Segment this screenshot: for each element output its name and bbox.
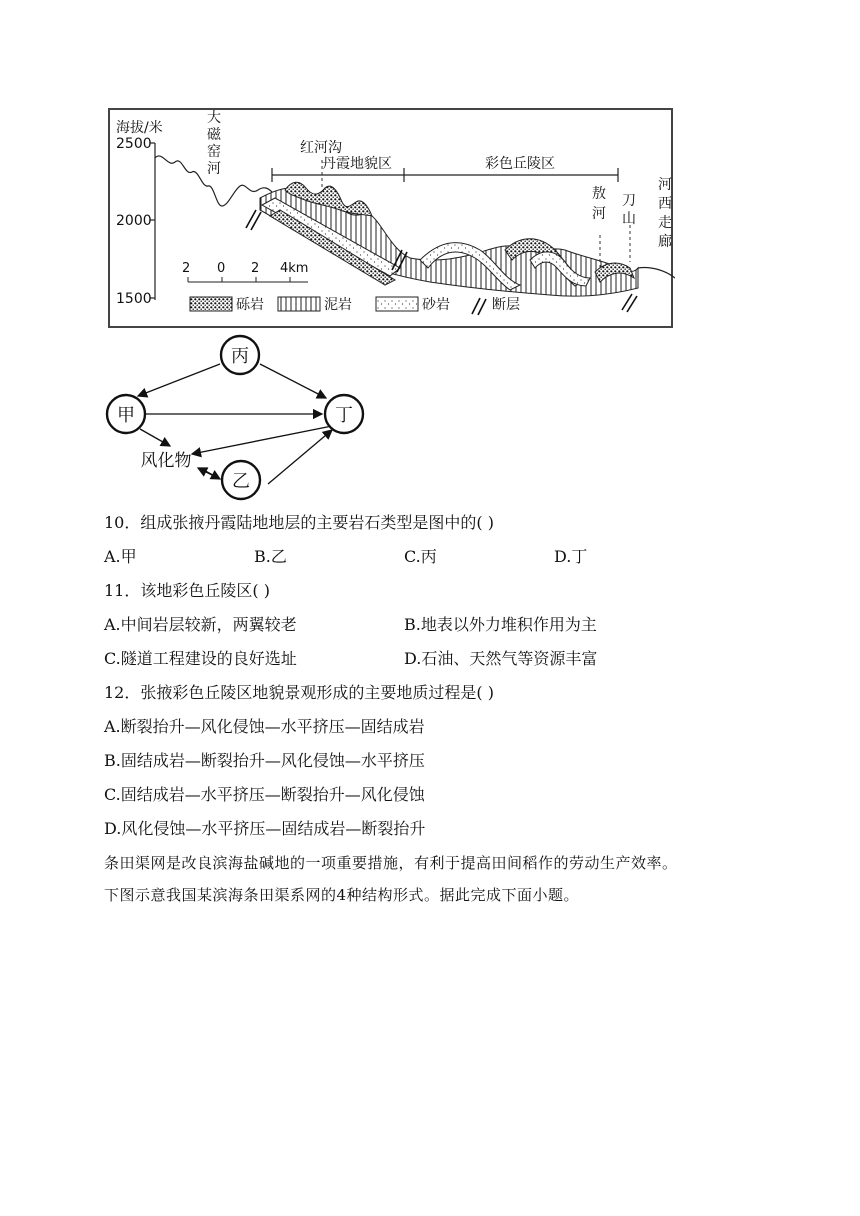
legend-sandstone-label: 砂岩 [422, 297, 450, 313]
question-11-option-a: A.中间岩层较新，两翼较老 [104, 615, 297, 634]
passage-line-1: 条田渠网是改良滨海盐碱地的一项重要措施，有利于提高田间稻作的劳动生产效率。 [104, 854, 678, 872]
legend-sandstone-swatch [376, 297, 418, 311]
node-bing: 丙 [231, 346, 249, 367]
legend-conglomerate-swatch [190, 297, 232, 311]
node-yi: 乙 [232, 471, 250, 492]
rock-cycle-svg [100, 334, 400, 504]
label-hexi: 河西走廊 [658, 177, 672, 250]
label-dacigouhe: 大磁窑河 [207, 110, 221, 177]
label-danxia: 丹霞地貌区 [322, 156, 392, 172]
scale-4km: 4km [280, 261, 309, 276]
geological-profile-figure [108, 108, 673, 328]
node-ding: 丁 [335, 405, 353, 426]
scale-2-left: 2 [182, 261, 191, 276]
question-10-option-a: A.甲 [104, 547, 137, 566]
y-tick-2000: 2000 [116, 213, 152, 229]
scale-2-right: 2 [251, 261, 260, 276]
rock-strata [260, 182, 675, 296]
y-tick-2500: 2500 [116, 136, 152, 152]
node-jia: 甲 [117, 405, 135, 426]
legend-mudstone-swatch [278, 297, 320, 311]
label-honghegou: 红河沟 [300, 140, 342, 156]
question-10-option-c: C.丙 [404, 547, 437, 566]
legend-mudstone-label: 泥岩 [324, 297, 352, 313]
question-10-option-b: B.乙 [254, 547, 287, 566]
legend-fault-symbol [472, 298, 486, 315]
legend-conglomerate-label: 砾岩 [236, 297, 264, 313]
question-11-option-d: D.石油、天然气等资源丰富 [404, 649, 598, 668]
y-tick-1500: 1500 [116, 291, 152, 307]
question-12-option-c: C.固结成岩—水平挤压—断裂抬升—风化侵蚀 [104, 785, 425, 804]
scale-bar [188, 277, 308, 282]
scale-0: 0 [217, 261, 226, 276]
question-11-option-c: C.隧道工程建设的良好选址 [104, 649, 297, 668]
legend-fault-label: 断层 [492, 297, 520, 313]
label-aohe: 敖河 [592, 186, 606, 222]
profile-svg [110, 110, 675, 330]
label-daoshan: 刀山 [622, 193, 636, 227]
question-12-stem: 12．张掖彩色丘陵区地貌景观形成的主要地质过程是( ) [104, 683, 494, 702]
question-11-stem: 11．该地彩色丘陵区( ) [104, 581, 270, 600]
question-10-option-d: D.丁 [554, 547, 588, 566]
y-axis-label: 海拔/米 [116, 120, 163, 136]
question-10-stem: 10．组成张掖丹霞陆地地层的主要岩石类型是图中的( ) [104, 513, 494, 532]
question-11-option-b: B.地表以外力堆积作用为主 [404, 615, 597, 634]
question-12-option-b: B.固结成岩—断裂抬升—风化侵蚀—水平挤压 [104, 751, 425, 770]
question-12-option-a: A.断裂抬升—风化侵蚀—水平挤压—固结成岩 [104, 717, 425, 736]
question-12-option-d: D.风化侵蚀—水平挤压—固结成岩—断裂抬升 [104, 819, 426, 838]
rock-cycle-diagram [100, 334, 400, 504]
weathering-label: 风化物 [140, 451, 192, 471]
label-caise: 彩色丘陵区 [485, 156, 555, 172]
passage-line-2: 下图示意我国某滨海条田渠系网的4种结构形式。据此完成下面小题。 [104, 886, 580, 904]
